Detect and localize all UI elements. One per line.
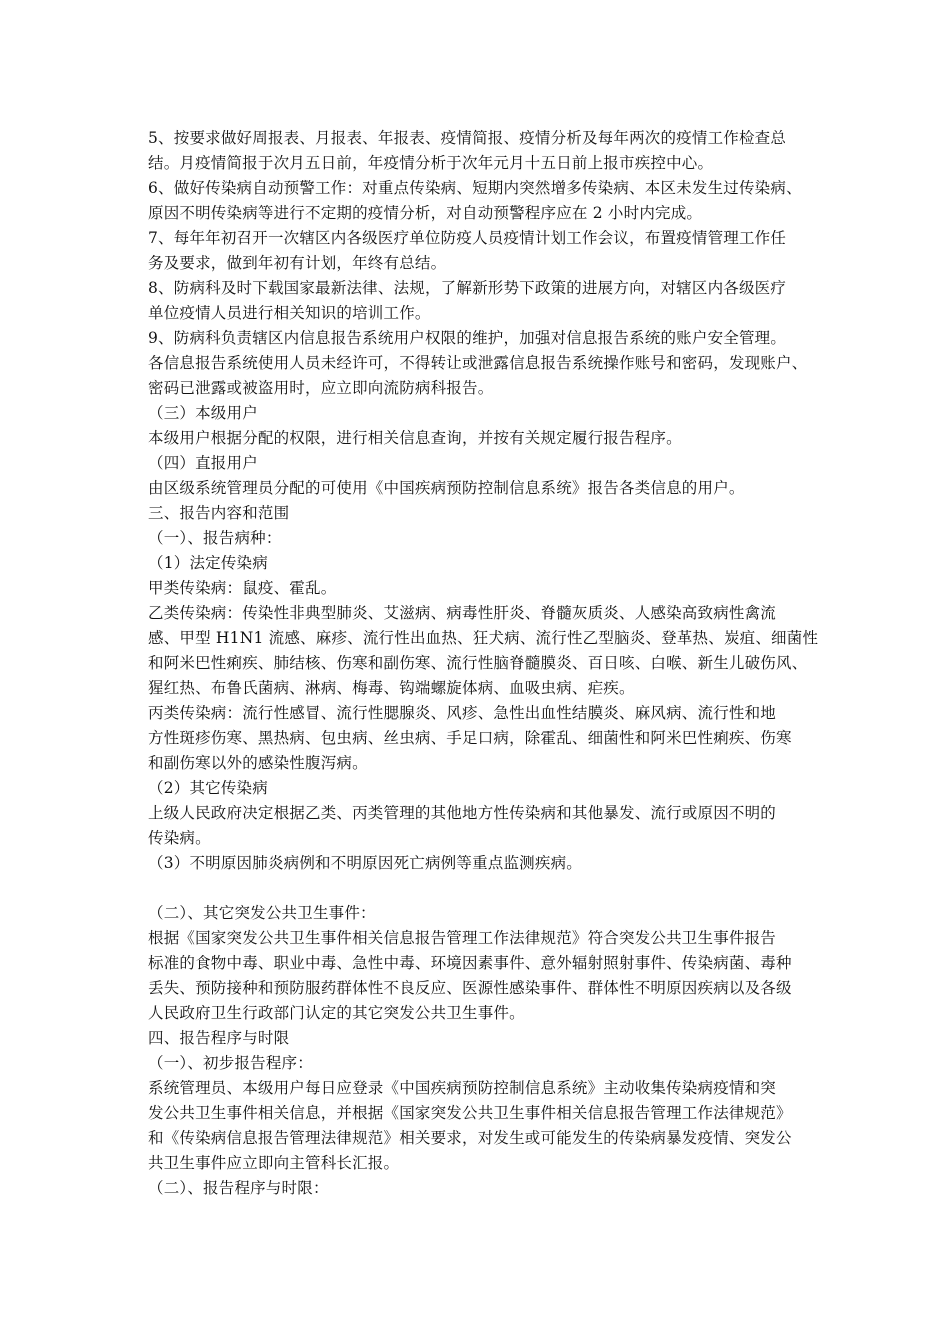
text-line: 甲类传染病：鼠疫、霍乱。: [148, 579, 337, 597]
text-line: 6、做好传染病自动预警工作：对重点传染病、短期内突然增多传染病、本区未发生过传染病、: [148, 179, 802, 197]
section-heading: （一）、报告病种：: [148, 529, 282, 547]
text-line: 务及要求，做到年初有计划，年终有总结。: [148, 254, 447, 272]
section-heading: （一）、初步报告程序：: [148, 1054, 313, 1072]
section-heading: （2）其它传染病: [148, 779, 268, 797]
text-line: 感、甲型 H1N1 流感、麻疹、流行性出血热、狂犬病、流行性乙型脑炎、登革热、炭疽、细菌性: [148, 629, 819, 647]
text-line: 共卫生事件应立即向主管科长汇报。: [148, 1154, 400, 1172]
text-line: 和副伤寒以外的感染性腹泻病。: [148, 754, 368, 772]
text-line: 和《传染病信息报告管理法律规范》相关要求，对发生或可能发生的传染病暴发疫情、突发公: [148, 1129, 792, 1147]
section-heading: 三、报告内容和范围: [148, 504, 290, 522]
text-line: 7、每年年初召开一次辖区内各级医疗单位防疫人员疫情计划工作会议，布置疫情管理工作任: [148, 229, 787, 247]
text-line: 根据《国家突发公共卫生事件相关信息报告管理工作法律规范》符合突发公共卫生事件报告: [148, 929, 777, 947]
section-heading: （1）法定传染病: [148, 554, 268, 572]
section-heading: （三）本级用户: [148, 404, 258, 422]
text-line: 和阿米巴性痢疾、肺结核、伤寒和副伤寒、流行性脑脊髓膜炎、百日咳、白喉、新生儿破伤风、: [148, 654, 808, 672]
text-line: 密码已泄露或被盗用时，应立即向流防病科报告。: [148, 379, 494, 397]
text-line: 标准的食物中毒、职业中毒、急性中毒、环境因素事件、意外辐射照射事件、传染病菌、毒种: [148, 954, 792, 972]
text-line: 猩红热、布鲁氏菌病、淋病、梅毒、钩端螺旋体病、血吸虫病、疟疾。: [148, 679, 635, 697]
text-line: 各信息报告系统使用人员未经许可，不得转让或泄露信息报告系统操作账号和密码，发现账户、: [148, 354, 808, 372]
section-heading: （二）、其它突发公共卫生事件：: [148, 904, 376, 922]
text-line: 传染病。: [148, 829, 211, 847]
text-line: 丢失、预防接种和预防服药群体性不良反应、医源性感染事件、群体性不明原因疾病以及各级: [148, 979, 792, 997]
text-line: 系统管理员、本级用户每日应登录《中国疾病预防控制信息系统》主动收集传染病疫情和突: [148, 1079, 777, 1097]
text-line: 8、防病科及时下载国家最新法律、法规，了解新形势下政策的进展方向，对辖区内各级医疗: [148, 279, 787, 297]
section-heading: （二）、报告程序与时限：: [148, 1179, 329, 1197]
text-line: 本级用户根据分配的权限，进行相关信息查询，并按有关规定履行报告程序。: [148, 429, 682, 447]
text-line: 丙类传染病：流行性感冒、流行性腮腺炎、风疹、急性出血性结膜炎、麻风病、流行性和地: [148, 704, 777, 722]
text-line: 5、按要求做好周报表、月报表、年报表、疫情简报、疫情分析及每年两次的疫情工作检查总: [148, 129, 787, 147]
text-line: 结。月疫情简报于次月五日前，年疫情分析于次年元月十五日前上报市疾控中心。: [148, 154, 714, 172]
text-line: 单位疫情人员进行相关知识的培训工作。: [148, 304, 431, 322]
section-heading: （四）直报用户: [148, 454, 258, 472]
text-line: 方性斑疹伤寒、黑热病、包虫病、丝虫病、手足口病，除霍乱、细菌性和阿米巴性痢疾、伤寒: [148, 729, 792, 747]
text-line: 原因不明传染病等进行不定期的疫情分析，对自动预警程序应在 2 小时内完成。: [148, 204, 703, 222]
text-line: 9、防病科负责辖区内信息报告系统用户权限的维护，加强对信息报告系统的账户安全管理。: [148, 329, 787, 347]
text-line: 乙类传染病：传染性非典型肺炎、艾滋病、病毒性肝炎、脊髓灰质炎、人感染高致病性禽流: [148, 604, 777, 622]
text-line: （3）不明原因肺炎病例和不明原因死亡病例等重点监测疾病。: [148, 854, 582, 872]
text-line: 发公共卫生事件相关信息，并根据《国家突发公共卫生事件相关信息报告管理工作法律规范》: [148, 1104, 792, 1122]
text-line: 由区级系统管理员分配的可使用《中国疾病预防控制信息系统》报告各类信息的用户。: [148, 479, 745, 497]
section-heading: 四、报告程序与时限: [148, 1029, 290, 1047]
text-line: 上级人民政府决定根据乙类、丙类管理的其他地方性传染病和其他暴发、流行或原因不明的: [148, 804, 777, 822]
text-line: 人民政府卫生行政部门认定的其它突发公共卫生事件。: [148, 1004, 525, 1022]
